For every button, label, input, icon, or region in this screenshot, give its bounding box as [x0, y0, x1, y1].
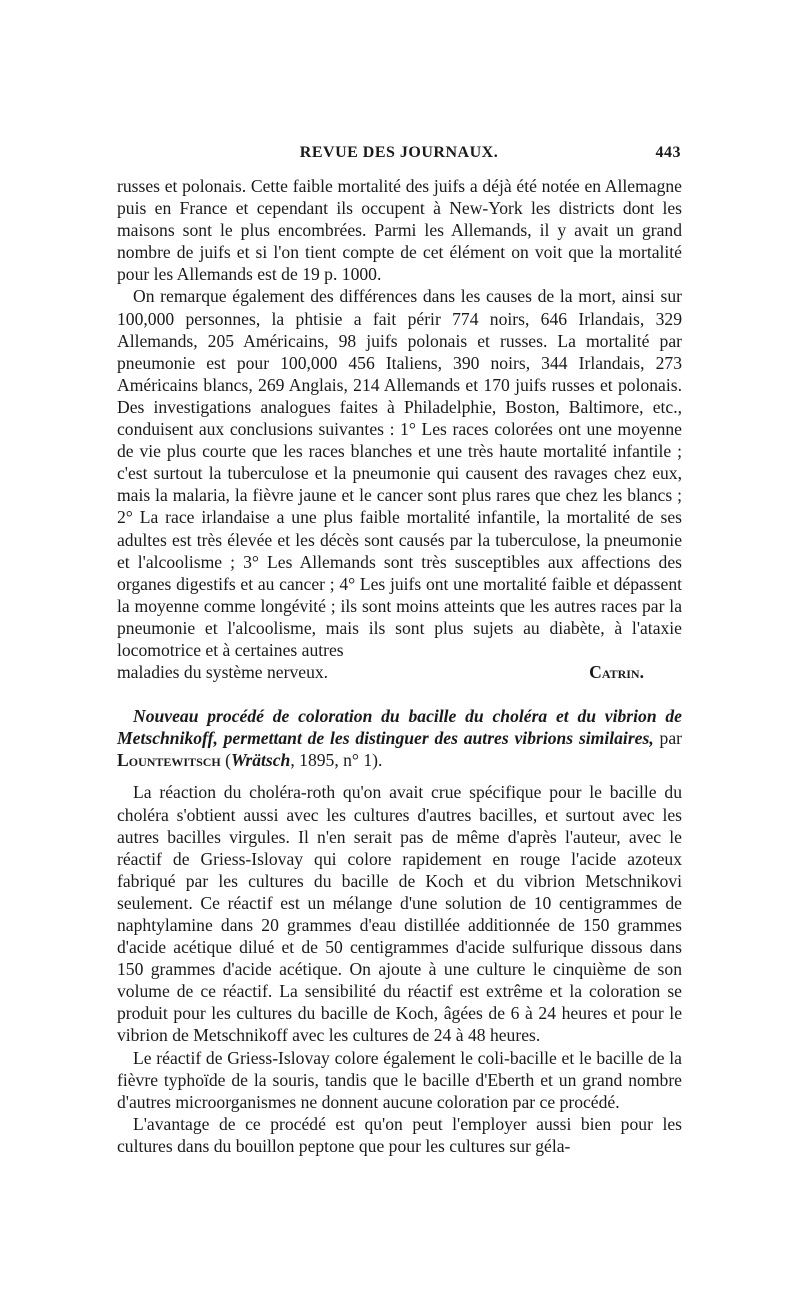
paragraph-reaction: La réaction du choléra-roth qu'on avait crue spécifique pour le bacille du choléra s'obtient aussi avec les cultures d'autres bacilles, et surtout avec les autres bacilles virgules. Il n'en serait pas de même d'après l'auteur, avec le réactif de Griess-Islovay qui colore rapidement en rouge l'acide azoteux fabriqué par les cultures du bacille de Koch et du vibrion Metschnikovi seulement. Ce réactif est un mélange d'une solution de 10 centigrammes de naphtylamine dans 20 grammes d'eau distillée additionnée de 150 grammes d'acide acétique dilué et de 50 centigrammes d'acide sulfurique dissous dans 150 grammes d'acide acétique. On ajoute à une culture le cinquième de son volume de ce réactif. La sensibilité du réactif est extrême et la coloration se produit pour les cultures du bacille de Koch, âgées de 6 à 24 heures et pour le vibrion de Metschnikoff avec les cultures de 24 à 48 heures.: [117, 782, 682, 1046]
page-number: 443: [655, 144, 681, 161]
paragraph-causes-of-death: On remarque également des différences dans les causes de la mort, ainsi sur 100,000 personnes, la phtisie a fait périr 774 noirs, 646 Irlandais, 329 Allemands, 205 Américains, 98 juifs polonais et russes. La mortalité par pneumonie est pour 100,000 456 Italiens, 390 noirs, 344 Irlandais, 273 Américains blancs, 269 Anglais, 214 Allemands et 170 juifs russes et polonais. Des investigations analogues faites à Philadelphie, Boston, Baltimore, etc., conduisent aux conclusions suivantes : 1° Les races colorées ont une moyenne de vie plus courte que les races blanches et une très haute mortalité infantile ; c'est surtout la tuberculose et la pneumonie qui causent des ravages chez eux, mais la malaria, la fièvre jaune et le cancer sont plus rares que chez les blancs ; 2° La race irlandaise a une plus faible mortalité infantile, la mortalité de ses adultes est très élevée et les décès sont causés par la tuberculose, la pneumonie et l'alcoolisme ; 3° Les Allemands sont très susceptibles aux affections des organes digestifs et au cancer ; 4° Les juifs ont une mortalité faible et dépassent la moyenne comme longévité ; ils sont moins atteints que les autres races par la pneumonie et l'alcoolisme, mais ils sont plus sujets au diabète, à l'ataxie locomotrice et à certaines autres: [117, 286, 682, 660]
article-journal: Wrätsch: [231, 750, 291, 771]
author-signature: Catrin.: [589, 662, 644, 683]
page-header: [117, 142, 681, 168]
article-citation: , 1895, n° 1).: [290, 750, 383, 771]
paragraph-continued: russes et polonais. Cette faible mortalité des juifs a déjà été notée en Allemagne puis en France et cependant ils occupent à New-York les districts dont les maisons sont le plus encombrées. Parmi les Allemands, il y avait un grand nombre de juifs et si l'on tient compte de cet élément on voit que la mortalité pour les Allemands est de 19 p. 1000.: [117, 176, 682, 285]
paragraph-coli-bacille: Le réactif de Griess-Islovay colore également le coli-bacille et le bacille de la fièvre typhoïde de la souris, tandis que le bacille d'Eberth et un grand nombre d'autres microorganismes ne donnent aucune coloration par ce procédé.: [117, 1047, 682, 1112]
article-author: Lountewitsch: [117, 750, 221, 771]
running-title: REVUE DES JOURNAUX.: [299, 144, 499, 161]
paragraph-last-line: maladies du système nerveux.: [117, 662, 329, 683]
article-title-text: Nouveau procédé de coloration du bacille du choléra et du vibrion de Metschnikoff, permettant de les distinguer des autres vibrions similaires,: [117, 706, 682, 749]
citation-open: (: [225, 750, 232, 771]
paragraph-advantage: L'avantage de ce procédé est qu'on peut l'employer aussi bien pour les cultures dans du bouillon peptone que pour les cultures sur géla-: [117, 1113, 682, 1156]
page-body: [117, 175, 682, 1157]
closing-line: [117, 661, 682, 683]
spacer: [117, 771, 682, 781]
article-by: par: [659, 728, 682, 749]
article-title: [117, 705, 682, 771]
